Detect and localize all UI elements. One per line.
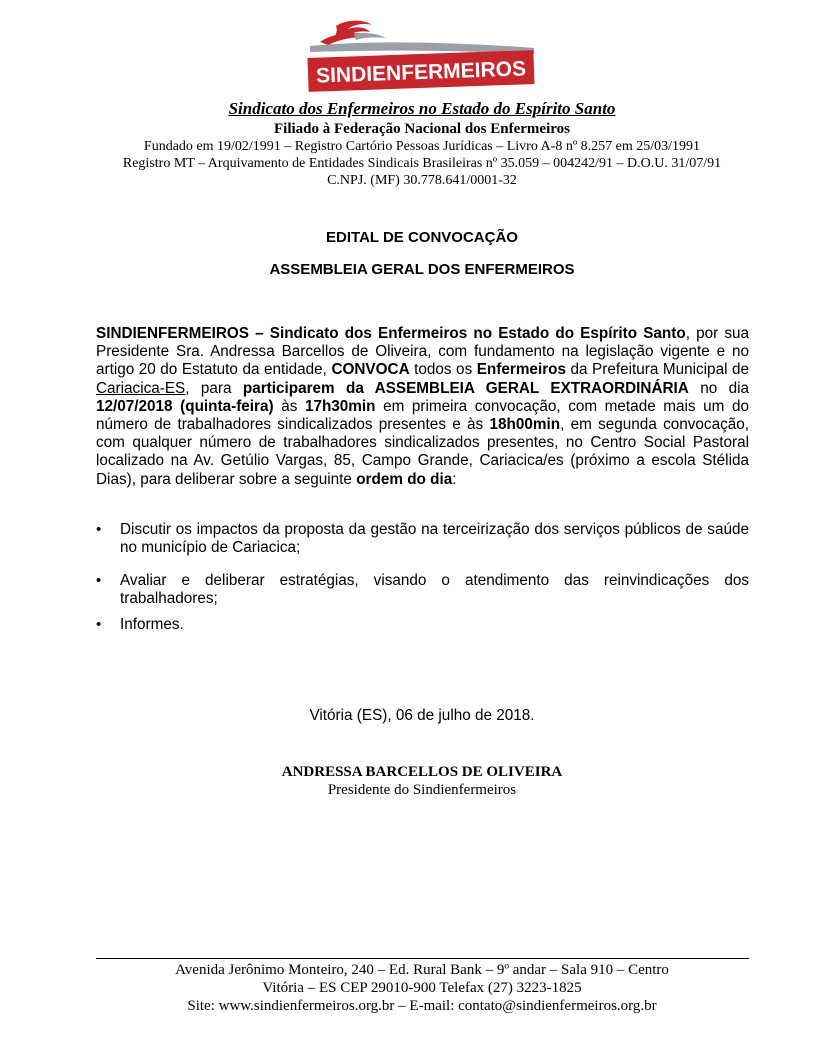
agenda-item-text: Avaliar e deliberar estratégias, visando o atendimento das reinvindicações dos trabalhadores;: [120, 572, 749, 608]
body-text-segment: no dia: [688, 379, 749, 397]
body-first-time: 17h30min: [304, 397, 376, 415]
body-text-segment: da Prefeitura Municipal de: [566, 361, 749, 379]
body-assembly: participarem da ASSEMBLEIA GERAL EXTRAORDINÁRIA: [242, 379, 689, 397]
body-second-time: 18h00min: [489, 416, 561, 434]
logo-text: SINDIENFERMEIROS: [315, 57, 527, 88]
body-text-segment: , em segunda convocação, com qualquer número de trabalhadores sindicalizados presentes, no Centro Social Pastoral localizado na Av. Getúlio Vargas, 85, Campo Grande, Cariacica/es (próximo a escola Stélida Dias), para deliberar sobre a seguinte: [96, 416, 749, 488]
document-subtitle: ASSEMBLEIA GERAL DOS ENFERMEIROS: [269, 261, 575, 278]
affiliation-line: Filiado à Federação Nacional dos Enfermeiros: [274, 121, 570, 137]
body-text-segment: , para: [185, 379, 243, 397]
body-union-name: SINDIENFERMEIROS – Sindicato dos Enfermeiros no Estado do Espírito Santo: [96, 325, 686, 342]
footer-address: Avenida Jerônimo Monteiro, 240 – Ed. Rural Bank – 9º andar – Sala 910 – Centro: [175, 962, 669, 978]
cnpj-line: C.NPJ. (MF) 30.778.641/0001-32: [327, 173, 517, 188]
body-text-segment: , por sua Presidente Sra. Andressa Barcellos de Oliveira, com fundamento na legislação vigente e no artigo 20 do Estatuto da entidade,: [96, 325, 749, 379]
signer-name: ANDRESSA BARCELLOS DE OLIVEIRA: [281, 764, 563, 780]
body-date: 12/07/2018 (quinta-feira): [96, 397, 274, 415]
organization-name: Sindicato dos Enfermeiros no Estado do Espírito Santo: [228, 99, 616, 118]
registry-line: Registro MT – Arquivamento de Entidades Sindicais Brasileiras nº 35.059 – 004242/91 – D.O.U. 31/07/91: [122, 156, 722, 171]
agenda-item: [96, 616, 749, 634]
footer-divider: [96, 958, 749, 959]
body-text-segment: todos os: [409, 361, 477, 379]
footer-contact: Site: www.sindienfermeiros.org.br – E-mail: contato@sindienfermeiros.org.br: [187, 998, 657, 1014]
founded-line: Fundado em 19/02/1991 – Registro Cartório Pessoas Jurídicas – Livro A-8 nº 8.257 em 25/03/1991: [143, 139, 701, 154]
document-title: EDITAL DE CONVOCAÇÃO: [326, 229, 518, 246]
body-text-segment: às: [273, 397, 305, 415]
agenda-item-text: Informes.: [120, 616, 184, 633]
bullet-icon: •: [96, 572, 102, 589]
signer-role: Presidente do Sindienfermeiros: [327, 782, 517, 798]
bullet-icon: •: [96, 521, 102, 538]
footer-city-phone: Vitória – ES CEP 29010-900 Telefax (27) 3223-1825: [262, 980, 582, 996]
bullet-icon: •: [96, 616, 102, 633]
body-enfermeiros: Enfermeiros: [476, 361, 566, 379]
sindienfermeiros-logo: [306, 20, 536, 94]
body-agenda-label: ordem do dia: [356, 470, 453, 488]
agenda-item-text: Discutir os impactos da proposta da gestão na terceirização dos serviços públicos de saúde no município de Cariacica;: [120, 521, 749, 557]
body-city: Cariacica-ES: [96, 379, 186, 397]
date-line: Vitória (ES), 06 de julho de 2018.: [309, 707, 535, 724]
agenda-item: [96, 572, 749, 609]
convocation-paragraph: [96, 325, 749, 489]
body-text-segment: em primeira convocação, com metade mais um do número de trabalhadores sindicalizados presentes e às: [96, 397, 749, 434]
body-convoca: CONVOCA: [331, 361, 410, 379]
body-text-segment: :: [452, 470, 457, 488]
logo-emblem-icon: [310, 21, 534, 54]
agenda-item: [96, 521, 749, 558]
